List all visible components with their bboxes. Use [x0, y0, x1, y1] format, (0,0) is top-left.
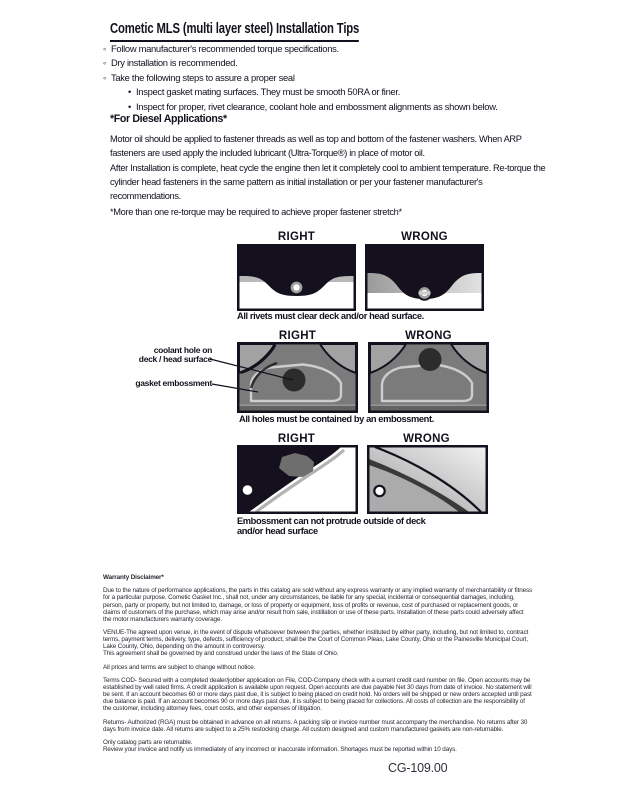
list-item: [103, 42, 583, 56]
bullet-icon: •: [128, 100, 131, 112]
diesel-paragraph-1: Motor oil should be applied to fastener threads as well as top and bottom of the fastener washers. When ARP fasteners are used apply the included lubricant (Ultra-Torque®) in place of motor oil.: [110, 134, 522, 159]
protrusion-wrong-diagram: [367, 445, 488, 514]
bullet-text: Follow manufacturer's recommended torque specifications.: [111, 43, 339, 54]
rivet-wrong-diagram: [365, 244, 484, 311]
bullet-icon: ◦: [103, 43, 107, 54]
bullet-text: Inspect for proper, rivet clearance, coolant hole and embossment alignments as shown below.: [136, 100, 498, 112]
bullet-icon: ◦: [103, 71, 107, 83]
annotation-line: deck / head surface: [138, 354, 212, 364]
fig1-caption: All rivets must clear deck and/or head surface.: [237, 311, 424, 321]
diesel-paragraph-2: After Installation is complete, heat cycle the engine then let it completely cool to ambient temperature. Re-torque the cylinder head fasteners in the same pattern as initial installation or per your fastener manufacturer's recommendations.: [110, 163, 546, 202]
bullet-text: Take the following steps to assure a proper seal: [111, 71, 295, 83]
annotation-gasket-embossment-label: gasket embossment: [135, 378, 212, 388]
prices-terms-line: All prices and terms are subject to change without notice.: [103, 663, 256, 671]
bullet-icon: ◦: [103, 57, 107, 69]
fig2-caption: All holes must be contained by an embossment.: [239, 414, 434, 424]
page-title: Cometic MLS (multi layer steel) Installation Tips: [110, 21, 359, 42]
retorque-note: *More than one re-torque may be required to achieve proper fastener stretch*: [110, 207, 402, 217]
list-item: [128, 100, 583, 114]
list-item: [103, 56, 583, 70]
fig1-right-label: RIGHT: [277, 231, 316, 243]
invoice-review-line: Review your invoice and notify us immediately of any incorrect or inaccurate information. Shortages must be reported within 10 days.: [103, 746, 457, 754]
page-code: CG-109.00: [388, 761, 448, 775]
bullet-icon: •: [128, 86, 131, 98]
fig3-right-label: RIGHT: [277, 433, 316, 445]
rivet-right-diagram: [237, 244, 356, 311]
governing-law-line: This agreement shall be governed by and construed under the laws of the State of Ohio.: [103, 650, 339, 658]
disclaimer-paragraph: Due to the nature of performance applications, the parts in this catalog are sold without any express warranty or any implied warranty of merchantability or fitness for a particular purpose. Cometic Gasket Inc., shall not, under any circumstances, be liable for any special, incidental or consequential damages, including, person, party or property, but not limited to, damage, or loss of property or equipment, loss of profits or revenue, cost of purchased or replacement goods, or claims of customers of the purchase, which may arise and/or result from sale, instillation or use of these parts. Installation of these parts could adversely affect the motor manufacturers warranty coverage.: [103, 587, 533, 623]
warranty-disclaimer-heading: Warranty Disclaimer*: [103, 574, 164, 581]
annotation-line: coolant hole on: [153, 345, 212, 355]
terms-cod-paragraph: Terms COD- Secured with a completed dealer/jobber application on File, COD-Company check with a current credit card number on file. Open accounts may be established by well rated firms. A credit application is available upon request. Open accounts are due payable Net 30 days from date of invoice. No statement will be sent. If an account becomes 60 or more days past due, it is subject to being placed on credit hold. No orders will be shipped or new orders accepted until past due balance is paid. If an account becomes 90 or more days past due, it is subject to being placed for collections. All costs of collection are the responsibility of the customer, including attorney fees, court costs, and other expenses of litigation.: [103, 677, 532, 713]
annotation-leader-lines: [100, 340, 300, 400]
embossment-wrong-diagram: [368, 342, 489, 413]
catalog-parts-line: Only catalog parts are returnable.: [103, 739, 193, 747]
diesel-applications-heading: *For Diesel Applications*: [110, 113, 227, 125]
legal-fine-print: [103, 574, 533, 760]
list-item: [128, 85, 583, 99]
bullet-text: Dry installation is recommended.: [111, 57, 238, 69]
fig2-right-label: RIGHT: [278, 330, 317, 342]
fig3-caption: [237, 517, 425, 537]
venue-paragraph: VENUE-The agreed upon venue, in the event of dispute whatsoever between the parties, whether instituted by either party, including, but not limited to, contract terms, payment terms, delivery, type, defects, sufficiency of product, shall be the Court of Common Pleas, Lake County, Ohio or the Painesville Municipal Court, Lake County, Ohio, depending on the amount in controversy.: [103, 629, 529, 651]
fig1-wrong-label: WRONG: [401, 231, 448, 243]
fig2-wrong-label: WRONG: [405, 330, 452, 342]
bullet-text: Inspect gasket mating surfaces. They must be smooth 50RA or finer.: [136, 86, 401, 98]
protrusion-right-diagram: [237, 445, 358, 514]
returns-paragraph: Returns- Authorized (RGA) must be obtained in advance on all returns. A packing slip or invoice number must accompany the merchandise. No returns after 30 days from invoice date. All returns are subject to a 25% restocking charge. All custom designed and custom manufactured gaskets are non-returnable.: [103, 718, 528, 733]
caption-line: and/or head surface: [237, 525, 318, 536]
list-item: [103, 71, 583, 85]
fig3-wrong-label: WRONG: [403, 433, 450, 445]
caption-line: Embossment can not protrude outside of deck: [237, 516, 426, 526]
installation-tips-list: [103, 42, 583, 114]
